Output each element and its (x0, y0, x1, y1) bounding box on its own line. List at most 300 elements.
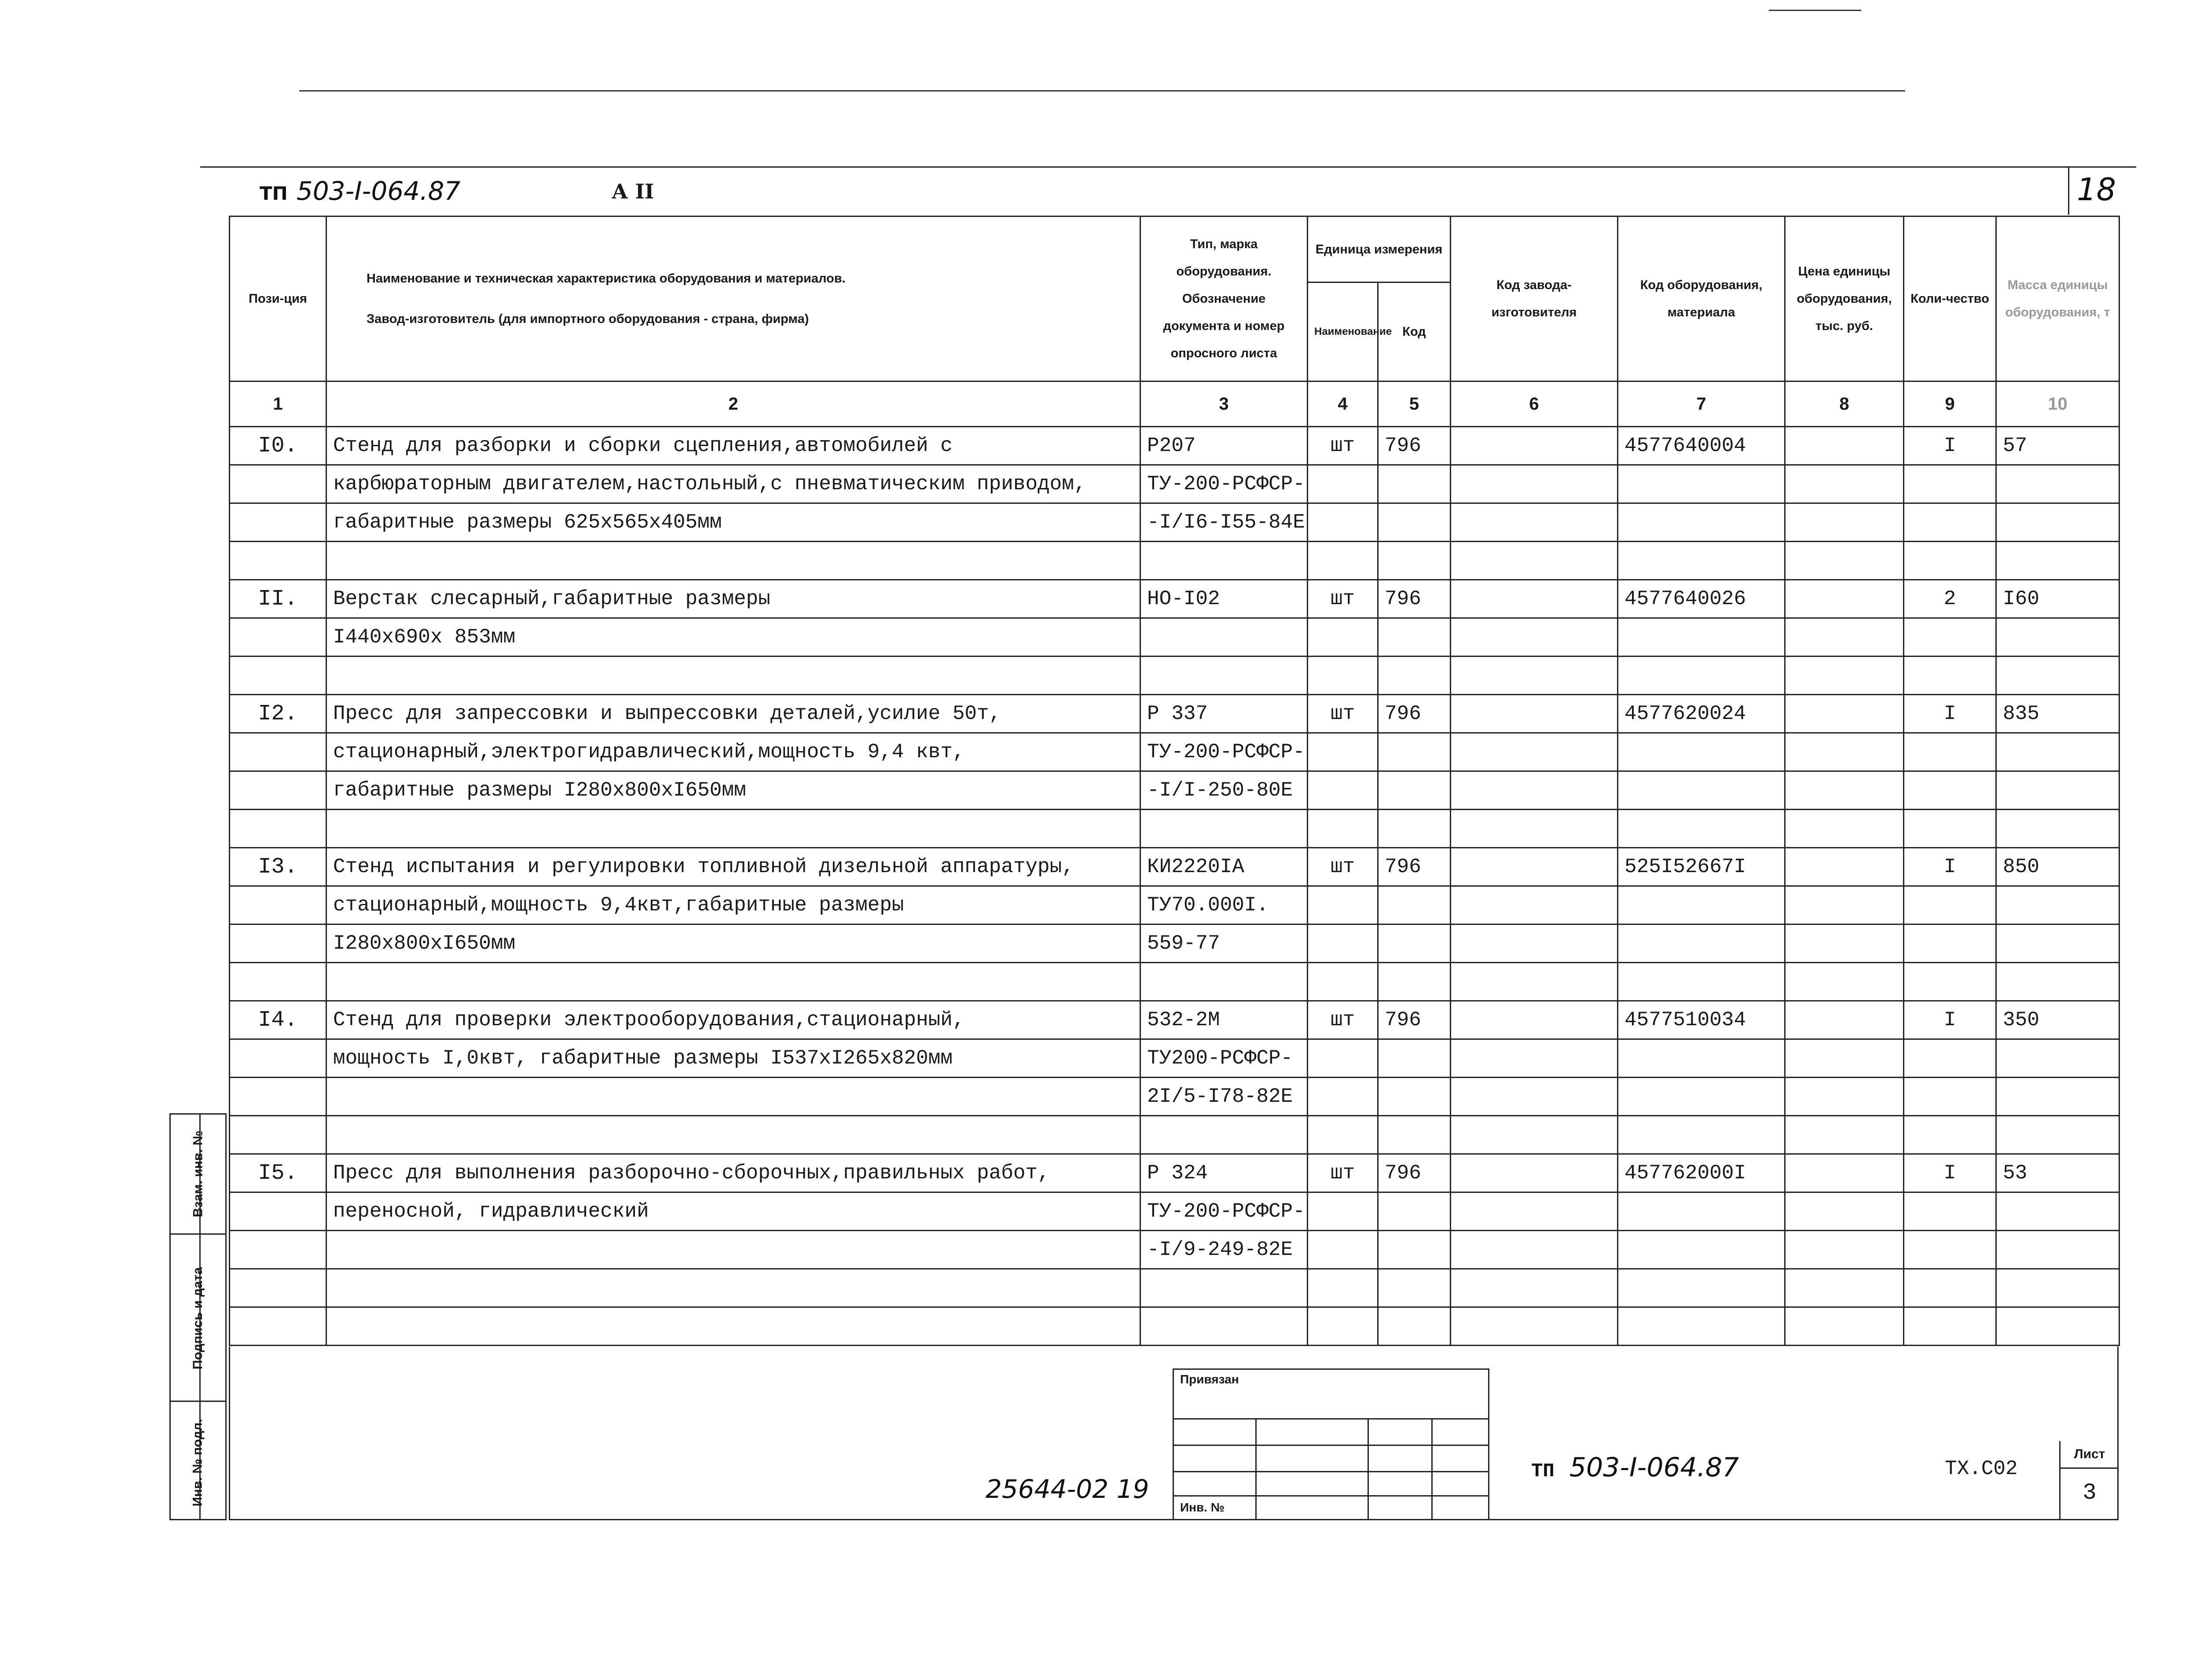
cell-unit-code: 796 (1378, 1154, 1451, 1192)
cell-unit-code: 796 (1378, 695, 1451, 733)
cell-type (1140, 542, 1308, 580)
cell-mass (1996, 1231, 2119, 1269)
corner-decorative-line (1769, 10, 1861, 11)
cell-factory-code (1451, 886, 1618, 924)
cell-unit-code (1378, 963, 1451, 1001)
cell-position (230, 1231, 326, 1269)
cell-mass (1996, 1078, 2119, 1116)
cell-factory-code (1451, 1116, 1618, 1154)
cell-quantity: 2 (1904, 580, 1996, 618)
cell-factory-code (1451, 1154, 1618, 1192)
cell-unit-name (1308, 542, 1378, 580)
cell-price (1785, 695, 1904, 733)
cell-price (1785, 924, 1904, 963)
cell-position (230, 1078, 326, 1116)
cell-equip-code (1618, 963, 1785, 1001)
cell-unit-code (1378, 1192, 1451, 1231)
cell-mass: 57 (1996, 427, 2119, 465)
cell-unit-name (1308, 771, 1378, 810)
inventory-number: 25644-02 19 (986, 1474, 1149, 1504)
cell-factory-code (1451, 503, 1618, 542)
cell-type (1140, 657, 1308, 695)
cell-type: -I/I6-I55-84Е (1140, 503, 1308, 542)
cell-type: 532-2М (1140, 1001, 1308, 1039)
cell-price (1785, 1039, 1904, 1078)
cell-type: 2I/5-I78-82Е (1140, 1078, 1308, 1116)
cell-name: Пресс для выполнения разборочно-сборочных,правильных работ, (326, 1154, 1140, 1192)
header-quantity: Коли-чество (1904, 216, 1996, 381)
header-position: Пози-ция (230, 216, 326, 381)
column-number-cell: 9 (1904, 381, 1996, 427)
cell-mass (1996, 1192, 2119, 1231)
cell-quantity (1904, 1231, 1996, 1269)
cell-name: переносной, гидравлический (326, 1192, 1140, 1231)
cell-position (230, 542, 326, 580)
cell-price (1785, 1078, 1904, 1116)
cell-mass: 350 (1996, 1001, 2119, 1039)
cell-name: мощность I,0квт, габаритные размеры I537хI265х820мм (326, 1039, 1140, 1078)
document-code: ТХ.С02 (1945, 1457, 2018, 1480)
cell-mass (1996, 1039, 2119, 1078)
sheet-number: 3 (2083, 1480, 2097, 1506)
cell-factory-code (1451, 1269, 1618, 1307)
cell-unit-code: 796 (1378, 848, 1451, 886)
cell-quantity: I (1904, 1154, 1996, 1192)
cell-unit-code (1378, 924, 1451, 963)
cell-unit-name: шт (1308, 1154, 1378, 1192)
table-row (230, 1231, 2119, 1269)
cell-name (326, 1231, 1140, 1269)
cell-unit-code: 796 (1378, 1001, 1451, 1039)
cell-quantity (1904, 810, 1996, 848)
attachment-rule (1174, 1418, 1488, 1420)
cell-unit-code: 796 (1378, 427, 1451, 465)
cell-unit-name: шт (1308, 695, 1378, 733)
cell-price (1785, 1116, 1904, 1154)
column-number-cell: 5 (1378, 381, 1451, 427)
cell-position (230, 1269, 326, 1307)
cell-price (1785, 810, 1904, 848)
cell-equip-code (1618, 1231, 1785, 1269)
cell-name: Пресс для запрессовки и выпрессовки деталей,усилие 50т, (326, 695, 1140, 733)
cell-type: ТУ200-РСФСР- (1140, 1039, 1308, 1078)
header-name-line1: Наименование и техническая характеристика оборудования и материалов. (367, 271, 846, 286)
table-row (230, 427, 2119, 465)
cell-price (1785, 886, 1904, 924)
cell-quantity (1904, 924, 1996, 963)
cell-position (230, 771, 326, 810)
cell-mass: I60 (1996, 580, 2119, 618)
cell-unit-name (1308, 657, 1378, 695)
table-row (230, 542, 2119, 580)
cell-type: КИ2220IА (1140, 848, 1308, 886)
cell-unit-code (1378, 1039, 1451, 1078)
cell-mass (1996, 618, 2119, 657)
cell-unit-code (1378, 657, 1451, 695)
attachment-stamp (1173, 1368, 1489, 1520)
column-number-cell: 2 (326, 381, 1140, 427)
cell-name (326, 1269, 1140, 1307)
cell-equip-code (1618, 1078, 1785, 1116)
cell-unit-name (1308, 465, 1378, 503)
cell-quantity (1904, 886, 1996, 924)
cell-unit-name (1308, 886, 1378, 924)
cell-quantity (1904, 1039, 1996, 1078)
top-decorative-line (299, 90, 1905, 92)
table-row (230, 848, 2119, 886)
table-row (230, 657, 2119, 695)
cell-equip-code (1618, 810, 1785, 848)
table-row (230, 1116, 2119, 1154)
cell-unit-name: шт (1308, 848, 1378, 886)
cell-position (230, 657, 326, 695)
cell-mass (1996, 1269, 2119, 1307)
cell-factory-code (1451, 1039, 1618, 1078)
cell-equip-code (1618, 1269, 1785, 1307)
table-row (230, 1154, 2119, 1192)
cell-position (230, 1116, 326, 1154)
cell-name (326, 1307, 1140, 1346)
cell-price (1785, 427, 1904, 465)
cell-unit-code (1378, 810, 1451, 848)
cell-type: Р 324 (1140, 1154, 1308, 1192)
cell-mass (1996, 1116, 2119, 1154)
cell-quantity (1904, 733, 1996, 771)
cell-equip-code (1618, 503, 1785, 542)
cell-equip-code (1618, 924, 1785, 963)
attachment-divider (1368, 1418, 1369, 1519)
cell-type (1140, 1307, 1308, 1346)
cell-unit-name: шт (1308, 427, 1378, 465)
cell-position (230, 503, 326, 542)
cell-mass (1996, 1307, 2119, 1346)
cell-type: -I/I-250-80Е (1140, 771, 1308, 810)
cell-price (1785, 1154, 1904, 1192)
cell-name (326, 542, 1140, 580)
column-number-cell: 4 (1308, 381, 1378, 427)
title-project-code (1531, 1452, 1739, 1483)
cell-name: стационарный,мощность 9,4квт,габаритные размеры (326, 886, 1140, 924)
cell-type: Р 337 (1140, 695, 1308, 733)
cell-factory-code (1451, 580, 1618, 618)
cell-type: ТУ-200-РСФСР- (1140, 733, 1308, 771)
header-code-text: 503-I-064.87 (296, 176, 461, 206)
cell-position (230, 963, 326, 1001)
cell-quantity (1904, 542, 1996, 580)
cell-price (1785, 1192, 1904, 1231)
table-row (230, 733, 2119, 771)
cell-position: I2. (230, 695, 326, 733)
cell-equip-code: 457762000I (1618, 1154, 1785, 1192)
column-number-cell: 10 (1996, 381, 2119, 427)
cell-unit-name (1308, 924, 1378, 963)
table-row (230, 1001, 2119, 1039)
frame-top-border (200, 166, 2136, 168)
cell-factory-code (1451, 465, 1618, 503)
cell-price (1785, 503, 1904, 542)
cell-mass (1996, 733, 2119, 771)
attachment-rule (1174, 1445, 1488, 1446)
cell-mass (1996, 963, 2119, 1001)
header-factory-code: Код завода-изготовителя (1451, 216, 1618, 381)
sheet-box (2059, 1441, 2119, 1520)
column-number-cell: 6 (1451, 381, 1618, 427)
cell-quantity (1904, 1269, 1996, 1307)
cell-price (1785, 1001, 1904, 1039)
cell-position (230, 1192, 326, 1231)
cell-mass: 53 (1996, 1154, 2119, 1192)
cell-position (230, 733, 326, 771)
cell-factory-code (1451, 657, 1618, 695)
column-number-cell: 3 (1140, 381, 1308, 427)
cell-price (1785, 771, 1904, 810)
cell-factory-code (1451, 1231, 1618, 1269)
cell-mass (1996, 542, 2119, 580)
cell-position (230, 465, 326, 503)
sheet-label: Лист (2061, 1441, 2119, 1469)
cell-position: I0. (230, 427, 326, 465)
cell-position (230, 1039, 326, 1078)
header-name-line2: Завод-изготовитель (для импортного оборудования - страна, фирма) (367, 312, 809, 326)
header-type: Тип, марка оборудования. Обозначение документа и номер опросного листа (1140, 216, 1308, 381)
cell-position (230, 810, 326, 848)
cell-type (1140, 1116, 1308, 1154)
attachment-label: Привязан (1180, 1372, 1239, 1386)
cell-equip-code (1618, 542, 1785, 580)
cell-factory-code (1451, 427, 1618, 465)
cell-name (326, 963, 1140, 1001)
cell-unit-name (1308, 733, 1378, 771)
equipment-spec-table (229, 216, 2120, 1346)
cell-type (1140, 1269, 1308, 1307)
table-row (230, 580, 2119, 618)
cell-equip-code (1618, 1116, 1785, 1154)
table-row (230, 465, 2119, 503)
cell-factory-code (1451, 542, 1618, 580)
attachment-rule (1174, 1495, 1488, 1497)
table-row (230, 503, 2119, 542)
cell-equip-code (1618, 1307, 1785, 1346)
cell-equip-code: 525I52667I (1618, 848, 1785, 886)
cell-equip-code (1618, 618, 1785, 657)
cell-quantity: I (1904, 427, 1996, 465)
cell-price (1785, 542, 1904, 580)
cell-equip-code: 4577640004 (1618, 427, 1785, 465)
cell-name: карбюраторным двигателем,настольный,с пневматическим приводом, (326, 465, 1140, 503)
table-row (230, 1307, 2119, 1346)
cell-position: I3. (230, 848, 326, 886)
cell-mass (1996, 465, 2119, 503)
cell-name (326, 1078, 1140, 1116)
header-prefix: ТП (260, 183, 288, 204)
cell-quantity (1904, 465, 1996, 503)
table-row (230, 963, 2119, 1001)
cell-unit-name (1308, 1307, 1378, 1346)
cell-quantity (1904, 1307, 1996, 1346)
cell-mass: 850 (1996, 848, 2119, 886)
side-stamp-label-replace: Взам. инв. № (191, 1130, 205, 1218)
cell-position (230, 1307, 326, 1346)
cell-equip-code (1618, 465, 1785, 503)
cell-equip-code (1618, 886, 1785, 924)
cell-factory-code (1451, 1001, 1618, 1039)
cell-price (1785, 848, 1904, 886)
cell-unit-name (1308, 1116, 1378, 1154)
cell-mass (1996, 924, 2119, 963)
cell-unit-name (1308, 1078, 1378, 1116)
cell-price (1785, 1269, 1904, 1307)
cell-price (1785, 580, 1904, 618)
cell-position (230, 924, 326, 963)
cell-factory-code (1451, 733, 1618, 771)
cell-factory-code (1451, 695, 1618, 733)
cell-equip-code (1618, 1192, 1785, 1231)
cell-type: Р207 (1140, 427, 1308, 465)
side-stamp-cell-replace (171, 1115, 225, 1233)
table-row (230, 810, 2119, 848)
cell-quantity (1904, 1192, 1996, 1231)
cell-unit-code (1378, 503, 1451, 542)
cell-mass (1996, 810, 2119, 848)
table-row (230, 886, 2119, 924)
cell-equip-code (1618, 657, 1785, 695)
cell-type: -I/9-249-82Е (1140, 1231, 1308, 1269)
column-number-cell: 8 (1785, 381, 1904, 427)
header-equip-code: Код оборудования, материала (1618, 216, 1785, 381)
cell-unit-code (1378, 886, 1451, 924)
cell-quantity (1904, 503, 1996, 542)
side-stamp-cell-sign (171, 1233, 225, 1402)
cell-factory-code (1451, 963, 1618, 1001)
side-stamp-cell-inv (171, 1401, 225, 1523)
cell-type (1140, 618, 1308, 657)
column-number-cell: 1 (230, 381, 326, 427)
side-stamp (169, 1113, 227, 1520)
cell-type: ТУ-200-РСФСР- (1140, 1192, 1308, 1231)
cell-unit-name (1308, 503, 1378, 542)
cell-name: Стенд испытания и регулировки топливной дизельной аппаратуры, (326, 848, 1140, 886)
cell-name: стационарный,электрогидравлический,мощность 9,4 квт, (326, 733, 1140, 771)
cell-factory-code (1451, 1078, 1618, 1116)
cell-equip-code (1618, 771, 1785, 810)
cell-unit-name (1308, 963, 1378, 1001)
cell-unit-name (1308, 1269, 1378, 1307)
cell-unit-name: шт (1308, 580, 1378, 618)
cell-unit-code (1378, 1116, 1451, 1154)
cell-type (1140, 963, 1308, 1001)
table-row (230, 618, 2119, 657)
cell-unit-name (1308, 1039, 1378, 1078)
cell-mass: 835 (1996, 695, 2119, 733)
table-row (230, 1192, 2119, 1231)
table-row (230, 1039, 2119, 1078)
frame-page-separator (2068, 166, 2069, 215)
header-album: А II (612, 180, 654, 203)
cell-price (1785, 1307, 1904, 1346)
cell-equip-code (1618, 1039, 1785, 1078)
cell-unit-name (1308, 618, 1378, 657)
header-name (326, 216, 1140, 381)
cell-equip-code (1618, 733, 1785, 771)
cell-quantity (1904, 657, 1996, 695)
cell-factory-code (1451, 924, 1618, 963)
cell-factory-code (1451, 810, 1618, 848)
cell-name: Стенд для проверки электрооборудования,стационарный, (326, 1001, 1140, 1039)
table-row (230, 924, 2119, 963)
cell-mass (1996, 771, 2119, 810)
cell-quantity (1904, 1078, 1996, 1116)
header-unit-name: Наименование (1308, 282, 1378, 381)
cell-unit-code (1378, 1269, 1451, 1307)
title-code-text: 503-I-064.87 (1569, 1452, 1739, 1483)
attachment-divider (1431, 1418, 1433, 1519)
attachment-rule (1174, 1471, 1488, 1472)
cell-price (1785, 465, 1904, 503)
header-project-code (260, 176, 460, 206)
cell-price (1785, 618, 1904, 657)
cell-equip-code: 4577620024 (1618, 695, 1785, 733)
cell-mass (1996, 657, 2119, 695)
cell-position (230, 886, 326, 924)
cell-unit-name: шт (1308, 1001, 1378, 1039)
cell-name (326, 1116, 1140, 1154)
cell-name: габаритные размеры 625х565х405мм (326, 503, 1140, 542)
cell-unit-name (1308, 1192, 1378, 1231)
cell-type (1140, 810, 1308, 848)
cell-name (326, 810, 1140, 848)
cell-name: I280х800хI650мм (326, 924, 1140, 963)
cell-unit-code (1378, 733, 1451, 771)
cell-factory-code (1451, 848, 1618, 886)
cell-quantity (1904, 1116, 1996, 1154)
cell-factory-code (1451, 1192, 1618, 1231)
cell-unit-code (1378, 465, 1451, 503)
cell-unit-code (1378, 1078, 1451, 1116)
cell-unit-name (1308, 1231, 1378, 1269)
cell-equip-code: 4577510034 (1618, 1001, 1785, 1039)
cell-unit-code (1378, 542, 1451, 580)
cell-position: I5. (230, 1154, 326, 1192)
cell-quantity (1904, 618, 1996, 657)
side-stamp-label-inv: Инв. № подл. (191, 1418, 205, 1507)
cell-quantity: I (1904, 848, 1996, 886)
cell-equip-code: 4577640026 (1618, 580, 1785, 618)
cell-mass (1996, 886, 2119, 924)
cell-unit-code (1378, 771, 1451, 810)
cell-price (1785, 963, 1904, 1001)
cell-type: 559-77 (1140, 924, 1308, 963)
cell-unit-code (1378, 1307, 1451, 1346)
cell-unit-name (1308, 810, 1378, 848)
cell-quantity (1904, 963, 1996, 1001)
cell-quantity: I (1904, 1001, 1996, 1039)
cell-name (326, 657, 1140, 695)
cell-type: ТУ70.000I. (1140, 886, 1308, 924)
table-row (230, 1269, 2119, 1307)
attachment-inv-label: Инв. № (1180, 1500, 1225, 1514)
cell-name: I440х690х 853мм (326, 618, 1140, 657)
cell-factory-code (1451, 618, 1618, 657)
table-row (230, 1078, 2119, 1116)
table-row (230, 771, 2119, 810)
cell-price (1785, 733, 1904, 771)
corner-page-number: 18 (2077, 172, 2116, 208)
title-prefix: ТП (1531, 1460, 1555, 1482)
cell-unit-code (1378, 1231, 1451, 1269)
cell-unit-code: 796 (1378, 580, 1451, 618)
header-price: Цена единицы оборудования, тыс. руб. (1785, 216, 1904, 381)
cell-type: НО-I02 (1140, 580, 1308, 618)
